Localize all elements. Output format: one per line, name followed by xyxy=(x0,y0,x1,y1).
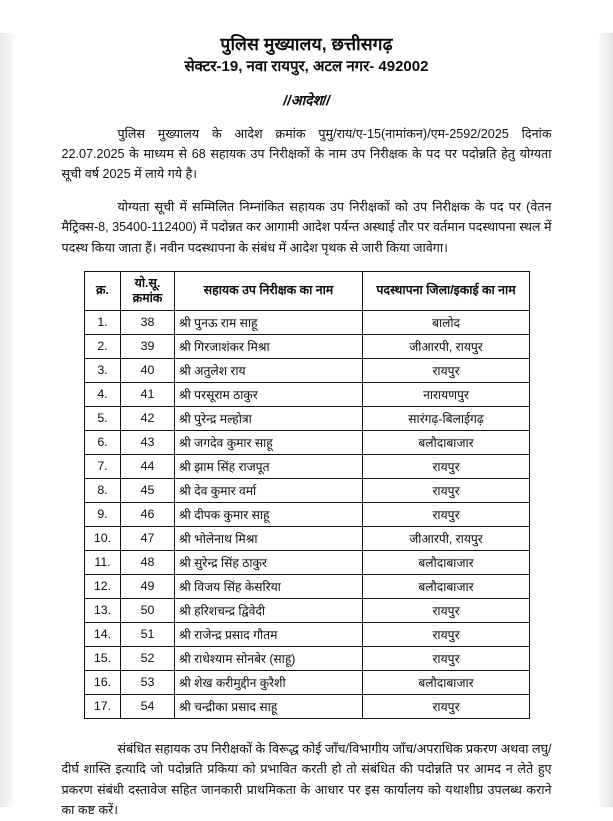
cell-officer-name: श्री विजय सिंह केसरिया xyxy=(175,574,363,598)
cell-serial-number: 15. xyxy=(85,646,121,670)
table-row xyxy=(85,670,530,694)
column-header-merit-number xyxy=(121,271,175,310)
cell-merit-number: 47 xyxy=(121,526,175,550)
cell-merit-number: 50 xyxy=(121,598,175,622)
paragraph-promotion-order: योग्यता सूची में सम्मिलित निम्नांकित सहायक उप निरीक्षकों को उप निरीक्षक के पद पर (वेतन मैट्रिक्स-8, 35400-112400) में पदोन्नत कर आगामी आदेश पर्यन्त अस्थाई तौर पर वर्तमान पदस्थापना स्थल में पदस्थ किया जाता हैं। नवीन पदस्थापना के संबंध में आदेश पृथक से जारी किया जावेगा। xyxy=(61,199,552,255)
cell-merit-number: 38 xyxy=(121,310,175,334)
cell-posting-district: बालोद xyxy=(363,310,530,334)
paragraph-inquiry-note: संबंधित सहायक उप निरीक्षकों के विरूद्ध कोई जाँच/विभागीय जाँच/अपराधिक प्रकरण अथवा लघु/दीर्घ शास्ति इत्यादि जो पदोन्नति प्रकिया को प्रभावित करती हो तो संबंधित की पदोन्नति पर आमद न लेते हुए प्रकरण संबंधी दस्तावेज सहित जानकारी प्राथमिकता के आधार पर इस कार्यालय को यथाशीघ्र उपलब्ध कराने का कष्ट करें। xyxy=(61,741,552,818)
cell-officer-name: श्री परसूराम ठाकुर xyxy=(175,382,363,406)
cell-officer-name: श्री गिरजाशंकर मिश्रा xyxy=(175,334,363,358)
cell-officer-name: श्री अतुलेश राय xyxy=(175,358,363,382)
cell-officer-name: श्री चन्द्रीका प्रसाद साहू xyxy=(175,694,363,718)
cell-merit-number: 43 xyxy=(121,430,175,454)
table-row xyxy=(85,406,530,430)
cell-posting-district: बलौदाबाजार xyxy=(363,574,530,598)
cell-posting-district: रायपुर xyxy=(363,694,530,718)
cell-merit-number: 53 xyxy=(121,670,175,694)
cell-serial-number: 2. xyxy=(85,334,121,358)
table-row xyxy=(85,358,530,382)
cell-merit-number: 52 xyxy=(121,646,175,670)
cell-serial-number: 4. xyxy=(85,382,121,406)
table-row xyxy=(85,550,530,574)
cell-serial-number: 3. xyxy=(85,358,121,382)
cell-officer-name: श्री राजेन्द्र प्रसाद गौतम xyxy=(175,622,363,646)
cell-serial-number: 5. xyxy=(85,406,121,430)
cell-officer-name: श्री भोलेनाथ मिश्रा xyxy=(175,526,363,550)
cell-posting-district: नारायणपुर xyxy=(363,382,530,406)
cell-posting-district: रायपुर xyxy=(363,454,530,478)
cell-merit-number: 49 xyxy=(121,574,175,598)
table-row xyxy=(85,526,530,550)
cell-officer-name: श्री देव कुमार वर्मा xyxy=(175,478,363,502)
table-row xyxy=(85,310,530,334)
cell-officer-name: श्री पुरेन्द्र मल्होत्रा xyxy=(175,406,363,430)
cell-posting-district: रायपुर xyxy=(363,598,530,622)
table-row xyxy=(85,454,530,478)
cell-serial-number: 10. xyxy=(85,526,121,550)
cell-merit-number: 44 xyxy=(121,454,175,478)
cell-officer-name: श्री राधेश्याम सोनबेर (साहू) xyxy=(175,646,363,670)
table-row xyxy=(85,694,530,718)
cell-serial-number: 8. xyxy=(85,478,121,502)
cell-merit-number: 41 xyxy=(121,382,175,406)
cell-officer-name: श्री शेख करीमुद्दीन कुरैशी xyxy=(175,670,363,694)
cell-posting-district: बलौदाबाजार xyxy=(363,550,530,574)
table-row xyxy=(85,598,530,622)
cell-posting-district: रायपुर xyxy=(363,646,530,670)
cell-serial-number: 17. xyxy=(85,694,121,718)
cell-merit-number: 45 xyxy=(121,478,175,502)
cell-officer-name: श्री दीपक कुमार साहू xyxy=(175,502,363,526)
cell-merit-number: 54 xyxy=(121,694,175,718)
organization-address: सेक्टर-19, नवा रायपुर, अटल नगर- 492002 xyxy=(184,58,429,76)
cell-officer-name: श्री जगदेव कुमार साहू xyxy=(175,430,363,454)
table-row xyxy=(85,334,530,358)
promotion-table xyxy=(84,271,530,719)
cell-posting-district: बलौदाबाजार xyxy=(363,670,530,694)
column-header-merit-number-line2: क्रमांक xyxy=(132,290,163,305)
cell-serial-number: 7. xyxy=(85,454,121,478)
cell-posting-district: बलौदाबाजार xyxy=(363,430,530,454)
cell-merit-number: 46 xyxy=(121,502,175,526)
cell-serial-number: 9. xyxy=(85,502,121,526)
cell-merit-number: 40 xyxy=(121,358,175,382)
cell-posting-district: जीआरपी, रायपुर xyxy=(363,334,530,358)
column-header-posting-district: पदस्थापना जिला/इकाई का नाम xyxy=(363,271,530,310)
cell-officer-name: श्री सुरेन्द्र सिंह ठाकुर xyxy=(175,550,363,574)
table-row xyxy=(85,502,530,526)
cell-merit-number: 42 xyxy=(121,406,175,430)
promotion-table-container xyxy=(84,271,529,719)
table-row xyxy=(85,646,530,670)
table-body xyxy=(85,310,530,718)
table-row xyxy=(85,382,530,406)
cell-serial-number: 13. xyxy=(85,598,121,622)
cell-merit-number: 51 xyxy=(121,622,175,646)
column-header-serial-number: क्र. xyxy=(85,271,121,310)
table-head xyxy=(85,271,530,310)
cell-posting-district: रायपुर xyxy=(363,358,530,382)
paragraph-reference: पुलिस मुख्यालय के आदेश क्रमांक पुमु/राय/ए-15(नामांकन)/एम-2592/2025 दिनांक 22.07.2025 के माध्यम से 68 सहायक उप निरीक्षकों के नाम उप निरीक्षक के पद पर पदोन्नति हेतु योग्यता सूची वर्ष 2025 में लाये गये है। xyxy=(61,126,552,182)
cell-posting-district: जीआरपी, रायपुर xyxy=(363,526,530,550)
cell-posting-district: सारंगढ़-बिलाईगढ़ xyxy=(363,406,530,430)
table-row xyxy=(85,574,530,598)
table-row xyxy=(85,430,530,454)
cell-merit-number: 39 xyxy=(121,334,175,358)
table-row xyxy=(85,622,530,646)
cell-officer-name: श्री पुनऊ राम साहू xyxy=(175,310,363,334)
cell-serial-number: 14. xyxy=(85,622,121,646)
cell-officer-name: श्री हरिशचन्द्र द्विवेदी xyxy=(175,598,363,622)
cell-posting-district: रायपुर xyxy=(363,622,530,646)
cell-serial-number: 1. xyxy=(85,310,121,334)
letterhead xyxy=(0,33,613,110)
column-header-merit-number-line1: यो.सू. xyxy=(134,275,161,290)
document-page xyxy=(0,33,613,818)
column-header-officer-name: सहायक उप निरीक्षक का नाम xyxy=(175,271,363,310)
table-header-row xyxy=(85,271,530,310)
cell-serial-number: 12. xyxy=(85,574,121,598)
organization-name: पुलिस मुख्यालय, छत्तीसगढ़ xyxy=(220,34,393,54)
cell-officer-name: श्री झाम सिंह राजपूत xyxy=(175,454,363,478)
cell-posting-district: रायपुर xyxy=(363,478,530,502)
order-caption: //आदेश// xyxy=(283,91,330,108)
cell-serial-number: 6. xyxy=(85,430,121,454)
cell-serial-number: 16. xyxy=(85,670,121,694)
table-row xyxy=(85,478,530,502)
cell-serial-number: 11. xyxy=(85,550,121,574)
cell-posting-district: रायपुर xyxy=(363,502,530,526)
cell-merit-number: 48 xyxy=(121,550,175,574)
